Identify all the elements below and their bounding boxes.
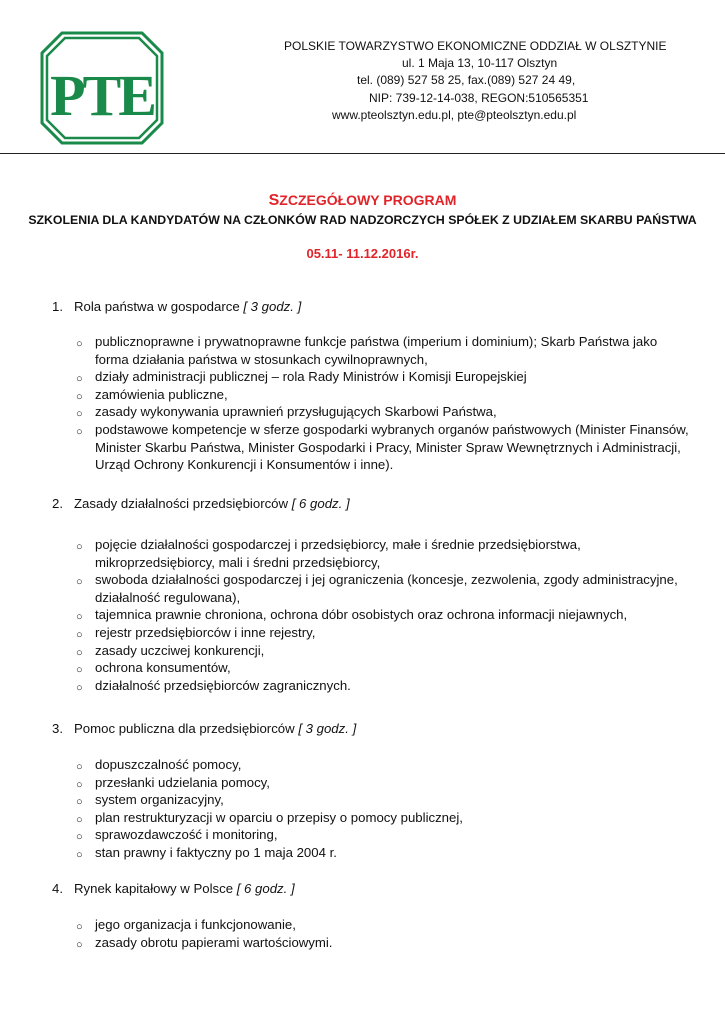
list-item: ○ dopuszczalność pomocy, xyxy=(74,756,463,774)
bullet-icon: ○ xyxy=(76,796,83,809)
bullet-icon: ○ xyxy=(76,628,83,641)
pte-logo-text: PTE xyxy=(50,63,154,128)
section-heading xyxy=(52,720,356,738)
section-number: 4. xyxy=(52,881,63,896)
bullet-icon: ○ xyxy=(76,408,83,421)
list-item: ○ ochrona konsumentów, xyxy=(74,659,678,677)
list-item: ○ stan prawny i faktyczny po 1 maja 2004 r. xyxy=(74,844,463,862)
list-item: ○ swoboda działalności gospodarczej i jej ograniczenia (koncesje, zezwolenia, zgody administracyjne, xyxy=(74,571,678,589)
bullet-icon: ○ xyxy=(76,390,83,403)
list-item: ○ zamówienia publiczne, xyxy=(74,386,689,404)
bullet-icon: ○ xyxy=(76,681,83,694)
section-title: Zasady działalności przedsiębiorców xyxy=(74,496,292,511)
list-item: ○ tajemnica prawnie chroniona, ochrona dóbr osobistych oraz ochrona informacji niejawnych, xyxy=(74,606,678,624)
section-number: 3. xyxy=(52,721,63,736)
title-initial: S xyxy=(268,192,280,209)
section-items xyxy=(74,756,463,862)
bullet-icon: ○ xyxy=(76,611,83,624)
bullet-icon: ○ xyxy=(76,921,83,933)
bullet-icon: ○ xyxy=(76,338,83,350)
section-items xyxy=(74,333,689,474)
list-item-continued: forma działania państwa w stosunkach cywilnoprawnych, xyxy=(95,351,428,367)
bullet-icon: ○ xyxy=(76,373,83,386)
document-title xyxy=(0,192,725,210)
section-number: 1. xyxy=(52,299,63,314)
list-item: ○ zasady wykonywania uprawnień przysługujących Skarbowi Państwa, xyxy=(74,403,689,421)
section-title: Rola państwa w gospodarce xyxy=(74,299,244,314)
bullet-icon: ○ xyxy=(76,646,83,659)
org-phone: tel. (089) 527 58 25, fax.(089) 527 24 49, xyxy=(357,73,576,87)
bullet-icon: ○ xyxy=(76,813,83,826)
bullet-icon: ○ xyxy=(76,778,83,791)
org-nip: NIP: 739-12-14-038, REGON:510565351 xyxy=(369,91,589,105)
bullet-icon: ○ xyxy=(76,848,83,861)
list-item-continued: Urząd Ochrony Konkurencji i Konsumentów i inne). xyxy=(95,457,394,473)
list-item-continued: Minister Skarbu Państwa, Minister Gospodarki i Pracy, Minister Spraw Wewnętrznych i Administracji, xyxy=(95,439,681,455)
bullet-icon: ○ xyxy=(76,664,83,677)
bullet-icon: ○ xyxy=(76,938,83,951)
list-item: ○ sprawozdawczość i monitoring, xyxy=(74,826,463,844)
list-item: ○ zasady obrotu papierami wartościowymi. xyxy=(74,934,332,952)
section-hours: [ 6 godz. ] xyxy=(236,881,295,896)
org-web: www.pteolsztyn.edu.pl, pte@pteolsztyn.edu.pl xyxy=(332,108,577,122)
list-item: ○ system organizacyjny, xyxy=(74,791,463,809)
org-address: ul. 1 Maja 13, 10-117 Olsztyn xyxy=(402,56,558,70)
bullet-icon: ○ xyxy=(76,576,83,589)
list-item: ○ jego organizacja i funkcjonowanie, xyxy=(74,916,332,934)
list-item: ○ podstawowe kompetencje w sferze gospodarki wybranych organów państwowych (Minister Finansów, xyxy=(74,421,689,439)
list-item: ○ plan restrukturyzacji w oparciu o przepisy o pomocy publicznej, xyxy=(74,809,463,827)
section-hours: [ 3 godz. ] xyxy=(298,721,357,736)
list-item: ○ pojęcie działalności gospodarczej i przedsiębiorcy, małe i średnie przedsiębiorstwa, xyxy=(74,536,678,554)
section-title: Pomoc publiczna dla przedsiębiorców xyxy=(74,721,299,736)
list-item: ○ działy administracji publicznej – rola Rady Ministrów i Komisji Europejskiej xyxy=(74,368,689,386)
bullet-icon: ○ xyxy=(76,425,83,438)
list-item: ○ przesłanki udzielania pomocy, xyxy=(74,774,463,792)
list-item-continued: mikroprzedsiębiorcy, mali i średni przedsiębiorcy, xyxy=(95,554,381,570)
section-heading xyxy=(52,880,295,898)
section-number: 2. xyxy=(52,496,63,511)
bullet-icon: ○ xyxy=(76,541,83,553)
section-heading xyxy=(52,298,301,316)
section-items xyxy=(74,536,678,694)
list-item-continued: działalność regulowana), xyxy=(95,589,241,605)
list-item: ○ zasady uczciwej konkurencji, xyxy=(74,642,678,660)
section-hours: [ 3 godz. ] xyxy=(243,299,302,314)
section-title: Rynek kapitałowy w Polsce xyxy=(74,881,237,896)
list-item: ○ działalność przedsiębiorców zagranicznych. xyxy=(74,677,678,695)
section-items xyxy=(74,916,332,951)
pte-logo xyxy=(40,31,164,145)
org-name: POLSKIE TOWARZYSTWO EKONOMICZNE ODDZIAŁ W OLSZTYNIE xyxy=(284,39,667,53)
title-rest: ZCZEGÓŁOWY PROGRAM xyxy=(279,192,457,208)
list-item: ○ rejestr przedsiębiorców i inne rejestry, xyxy=(74,624,678,642)
document-dates: 05.11- 11.12.2016r. xyxy=(306,246,419,261)
header-divider xyxy=(0,153,725,154)
bullet-icon: ○ xyxy=(76,831,83,844)
bullet-icon: ○ xyxy=(76,761,83,773)
document-subtitle: SZKOLENIA DLA KANDYDATÓW NA CZŁONKÓW RAD NADZORCZYCH SPÓŁEK Z UDZIAŁEM SKARBU PAŃSTWA xyxy=(28,213,697,227)
section-heading xyxy=(52,495,350,513)
section-hours: [ 6 godz. ] xyxy=(291,496,350,511)
list-item: ○ publicznoprawne i prywatnoprawne funkcje państwa (imperium i dominium); Skarb Państwa jako xyxy=(74,333,689,351)
